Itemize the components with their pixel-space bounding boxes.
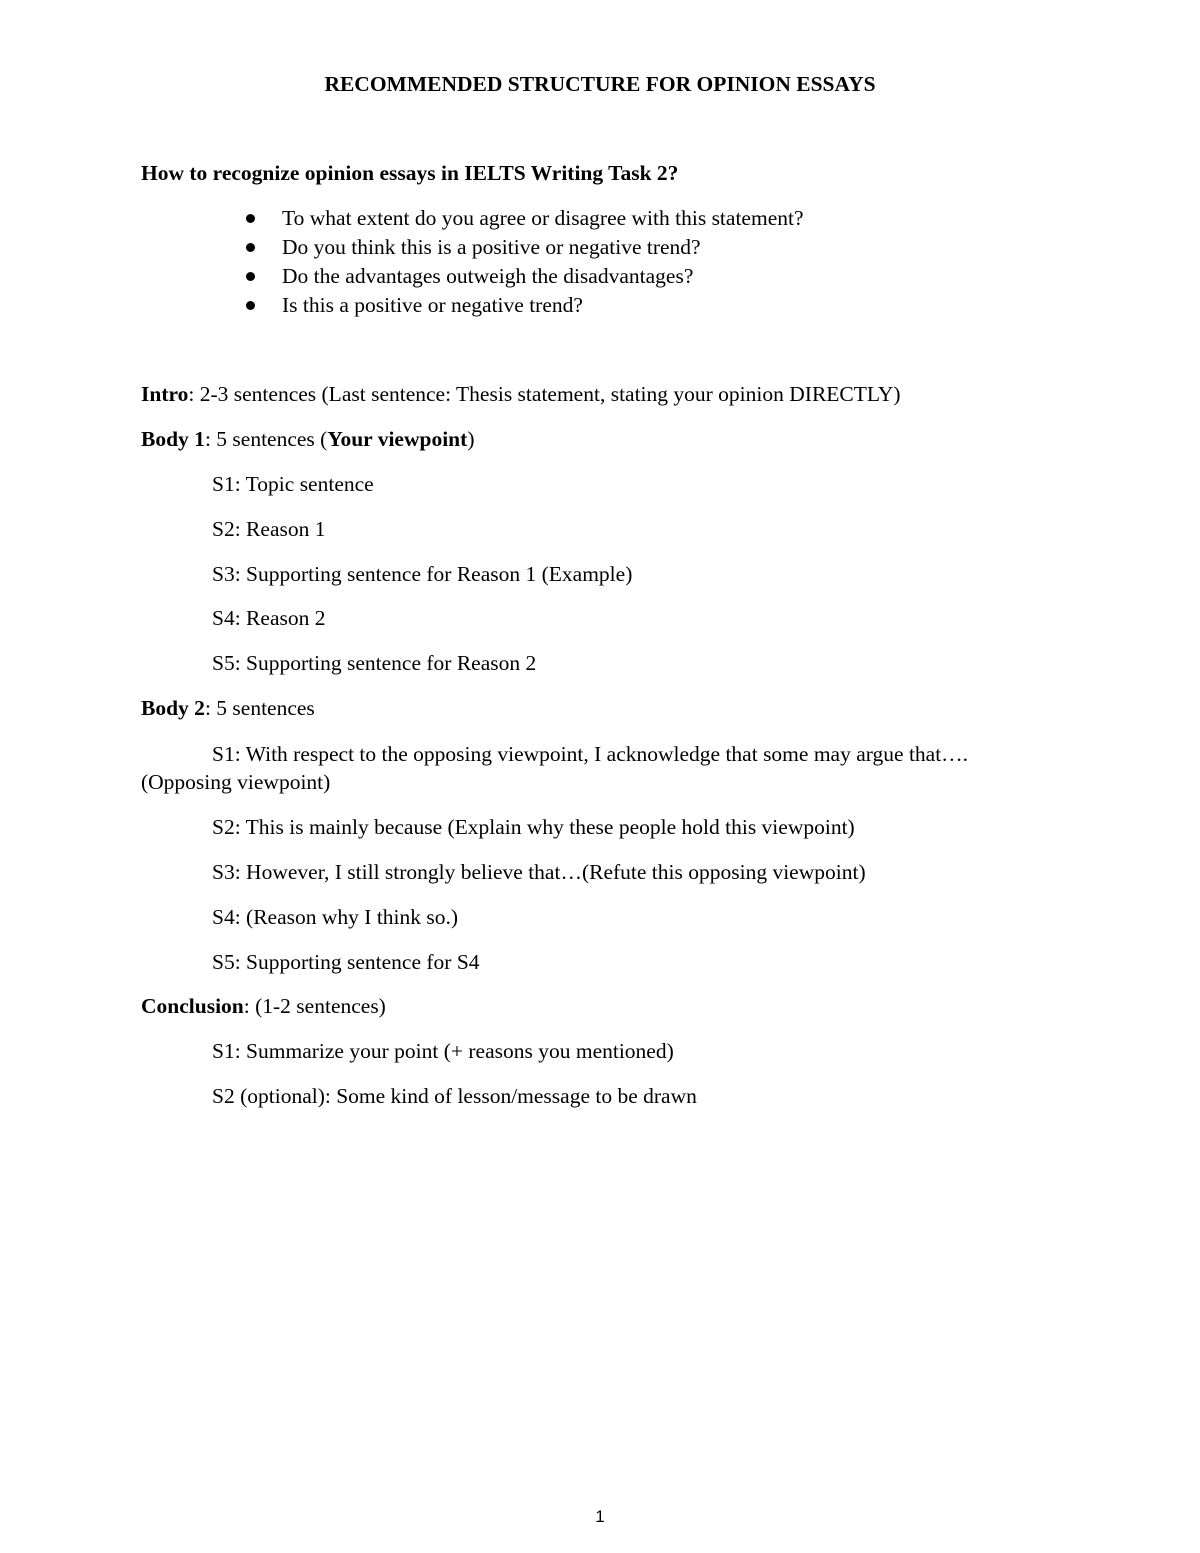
intro-text: : 2-3 sentences (Last sentence: Thesis statement, stating your opinion DIRECTLY) [188,382,901,406]
body2-label: Body 2 [141,696,205,720]
intro-line [141,380,901,408]
body1-label: Body 1 [141,427,205,451]
conclusion-label: Conclusion [141,994,244,1018]
bullet-icon [246,243,255,252]
conclusion-sentence: S1: Summarize your point (+ reasons you mentioned) [212,1039,674,1063]
conclusion-line [141,992,386,1020]
list-item: Do you think this is a positive or negative trend? [0,233,804,262]
body1-sentence: S5: Supporting sentence for Reason 2 [212,651,537,675]
body1-line: Body 1: 5 sentences (Your viewpoint) [141,427,475,451]
body2-sentence-continuation: (Opposing viewpoint) [141,770,331,794]
body2-sentence: S3: However, I still strongly believe that…(Refute this opposing viewpoint) [212,860,866,884]
question-type-list [0,204,804,320]
list-item: Do the advantages outweigh the disadvantages? [0,262,804,291]
body2-text: : 5 sentences [204,696,315,720]
body1-sentence: S2: Reason 1 [212,517,326,541]
body2-sentence: S5: Supporting sentence for S4 [212,950,480,974]
body1-sentence: S4: Reason 2 [212,606,326,630]
document-title: RECOMMENDED STRUCTURE FOR OPINION ESSAYS [324,72,876,96]
body1-sentence: S3: Supporting sentence for Reason 1 (Example) [212,562,633,586]
conclusion-sentence: S2 (optional): Some kind of lesson/message to be drawn [212,1084,697,1108]
body2-sentence: S4: (Reason why I think so.) [212,905,459,929]
body2-line [141,694,315,722]
body2-sentence: S2: This is mainly because (Explain why these people hold this viewpoint) [212,815,855,839]
body1-emphasis: Your viewpoint [327,427,468,451]
bullet-icon [246,301,255,310]
body2-sentence: S1: With respect to the opposing viewpoint, I acknowledge that some may argue that…. [212,742,969,766]
list-item: To what extent do you agree or disagree with this statement? [0,204,804,233]
section-heading: How to recognize opinion essays in IELTS Writing Task 2? [141,161,679,185]
bullet-icon [246,214,255,223]
intro-label: Intro [141,382,189,406]
bullet-icon [246,272,255,281]
conclusion-text: : (1-2 sentences) [243,994,386,1018]
page-number: 1 [595,1507,605,1526]
list-item: Is this a positive or negative trend? [0,291,804,320]
body1-sentence: S1: Topic sentence [212,472,374,496]
